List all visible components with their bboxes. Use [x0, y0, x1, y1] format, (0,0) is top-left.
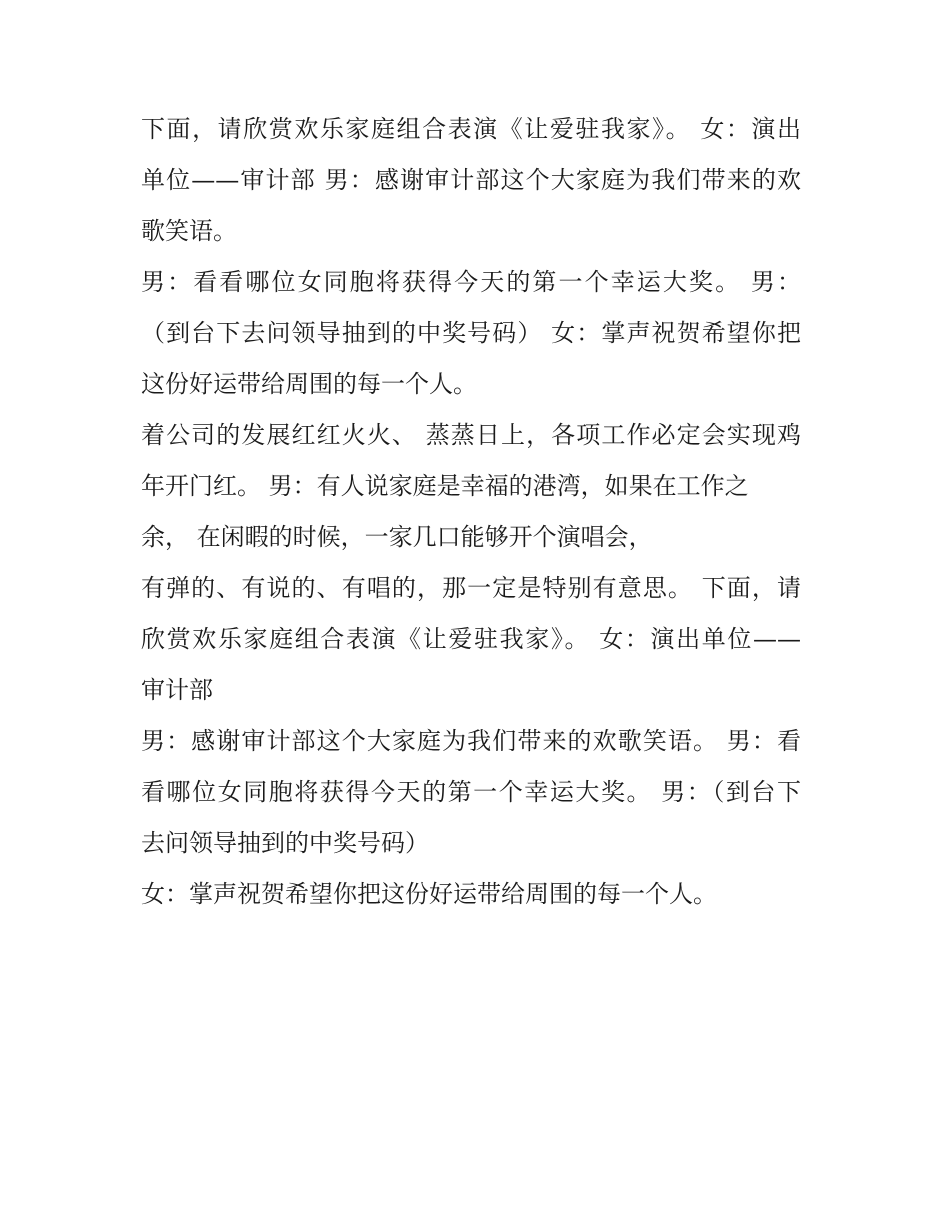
text-line: 下面，请欣赏欢乐家庭组合表演《让爱驻我家》。 女：演出 [141, 115, 801, 143]
text-line: 这份好运带给周围的每一个人。 [141, 370, 477, 398]
text-line: 看哪位女同胞将获得今天的第一个幸运大奖。 男：（到台下 [141, 778, 801, 806]
text-line: 女：掌声祝贺希望你把这份好运带给周围的每一个人。 [141, 880, 717, 908]
text-line: 男：感谢审计部这个大家庭为我们带来的欢歌笑语。 男：看 [141, 727, 801, 755]
text-line: 年开门红。 男：有人说家庭是幸福的港湾，如果在工作之 [141, 472, 749, 500]
text-line: 余， 在闲暇的时候，一家几口能够开个演唱会， [141, 523, 653, 551]
text-line: 审计部 [141, 676, 213, 704]
text-line: 男：看看哪位女同胞将获得今天的第一个幸运大奖。 男： [141, 268, 801, 296]
text-line: 去问领导抽到的中奖号码） [141, 829, 429, 857]
text-line: 欣赏欢乐家庭组合表演《让爱驻我家》。 女：演出单位—— [141, 625, 801, 653]
text-line: 歌笑语。 [141, 217, 237, 245]
text-line: 单位——审计部 男：感谢审计部这个大家庭为我们带来的欢 [141, 166, 801, 194]
text-line: 着公司的发展红红火火、 蒸蒸日上，各项工作必定会实现鸡 [141, 421, 801, 449]
text-line: 有弹的、有说的、有唱的，那一定是特别有意思。 下面，请 [141, 574, 801, 602]
document-body [141, 104, 801, 920]
text-line: （到台下去问领导抽到的中奖号码） 女：掌声祝贺希望你把 [141, 319, 801, 347]
